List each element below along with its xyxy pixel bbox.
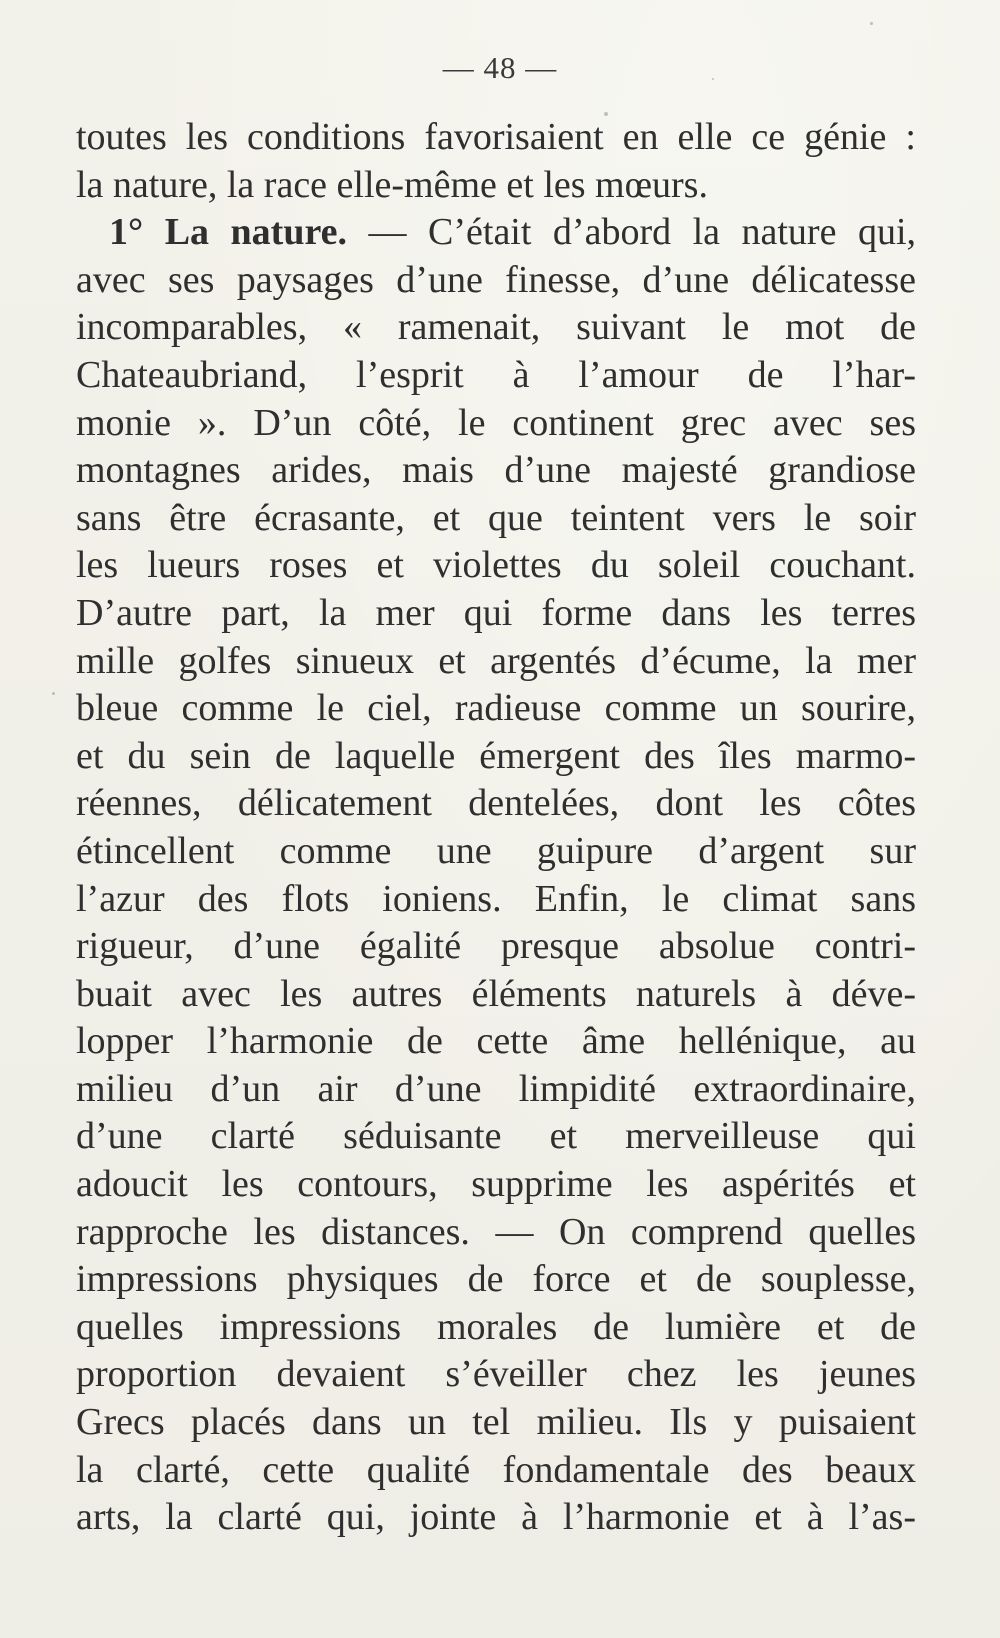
text-line-9: sans être écrasante, et que teintent vers le soir (76, 496, 916, 539)
text-line-30: arts, la clarté qui, jointe à l’harmonie et à l’as- (76, 1496, 916, 1539)
text-line-29: la clarté, cette qualité fondamentale des beaux (76, 1448, 916, 1491)
text-line-13: bleue comme le ciel, radieuse comme un sourire, (76, 687, 916, 730)
paper-speck (712, 78, 714, 80)
text-line-27: proportion devaient s’éveiller chez les jeunes (76, 1353, 916, 1396)
text-line-10: les lueurs roses et violettes du soleil couchant. (76, 544, 916, 587)
paper-speck (870, 22, 873, 25)
text-line-20: lopper l’harmonie de cette âme hellénique, au (76, 1020, 916, 1063)
text-line-4: avec ses paysages d’une finesse, d’une délicatesse (76, 258, 916, 301)
text-line-14: et du sein de laquelle émergent des îles marmo- (76, 734, 916, 777)
text-line-6: Chateaubriand, l’esprit à l’amour de l’har- (76, 353, 916, 396)
text-line-12: mille golfes sinueux et argentés d’écume, la mer (76, 639, 916, 682)
text-line-21: milieu d’un air d’une limpidité extraordinaire, (76, 1067, 916, 1110)
text-line-8: montagnes arides, mais d’une majesté grandiose (76, 449, 916, 492)
text-line-19: buait avec les autres éléments naturels à déve- (76, 972, 916, 1015)
text-line-11: D’autre part, la mer qui forme dans les terres (76, 591, 916, 634)
text-line-25: impressions physiques de force et de souplesse, (76, 1258, 916, 1301)
text-line-17: l’azur des flots ioniens. Enfin, le climat sans (76, 877, 916, 920)
text-line-26: quelles impressions morales de lumière et de (76, 1305, 916, 1348)
text-line-2: la nature, la race elle-même et les mœurs. (76, 163, 708, 206)
body-text (76, 114, 916, 1542)
text-line-3-rest: C’était d’abord la nature qui, (428, 211, 917, 254)
text-line-15: réennes, délicatement dentelées, dont les côtes (76, 782, 916, 825)
text-line-7: monie ». D’un côté, le continent grec avec ses (76, 401, 916, 444)
paper-speck (52, 692, 55, 695)
text-line-24: rapproche les distances. — On comprend quelles (76, 1210, 916, 1253)
text-line-3 (76, 209, 916, 257)
text-line-5: incomparables, « ramenait, suivant le mot de (76, 306, 916, 349)
text-line-16: étincellent comme une guipure d’argent sur (76, 829, 916, 872)
section-dash: — (347, 211, 429, 254)
text-line-23: adoucit les contours, supprime les aspérités et (76, 1163, 916, 1206)
text-line-22: d’une clarté séduisante et merveilleuse qui (76, 1115, 916, 1158)
text-line-18: rigueur, d’une égalité presque absolue contri- (76, 925, 916, 968)
paper-speck (604, 112, 608, 116)
page-number: — 48 — (442, 50, 558, 85)
section-heading: 1° La nature. (109, 211, 348, 254)
text-line-28: Grecs placés dans un tel milieu. Ils y puisaient (76, 1401, 916, 1444)
text-line-1: toutes les conditions favorisaient en elle ce génie : (76, 116, 916, 158)
